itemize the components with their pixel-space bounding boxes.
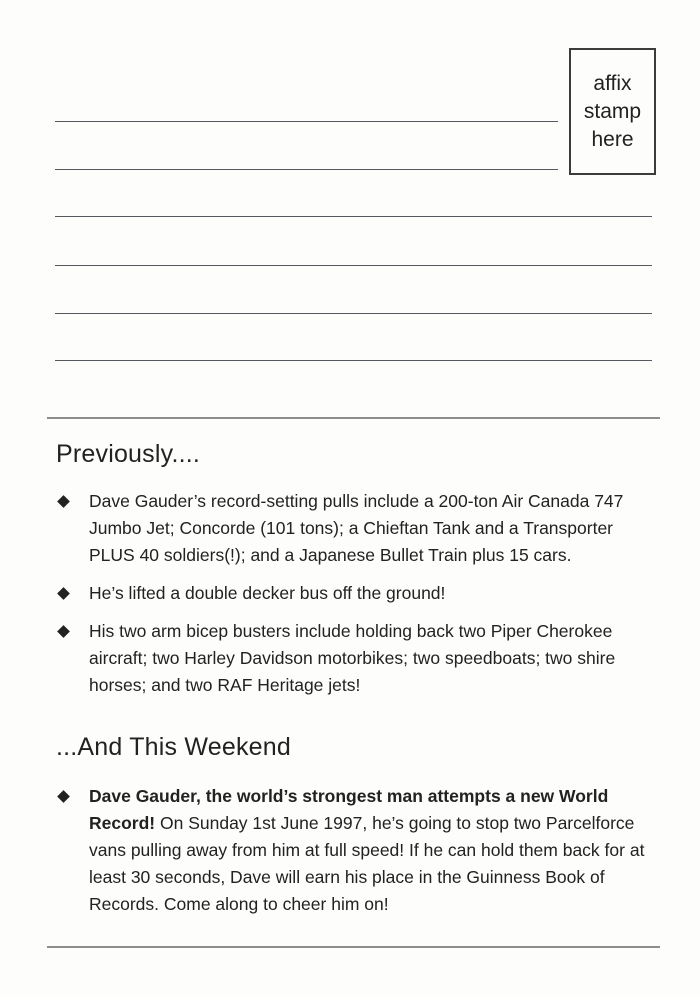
- weekend-item-text: On Sunday 1st June 1997, he’s going to stop two Parcelforce vans pulling away from him at full speed! If he can hold them back for at least 30 seconds, Dave will earn his place in the Guinness Book of Records. Come along to cheer him on!: [89, 813, 645, 914]
- weekend-item-bold-text: Dave Gauder, the world’s strongest man attempts a new World Record!: [89, 786, 609, 833]
- previously-list: [56, 488, 656, 699]
- stamp-text-line-2: stamp: [583, 99, 642, 123]
- diamond-bullet-icon: [57, 495, 70, 508]
- stamp-text-line-3: here: [591, 127, 634, 151]
- bottom-divider: [47, 946, 660, 948]
- previously-heading: Previously....: [56, 440, 201, 468]
- list-item: [56, 580, 656, 607]
- address-line-6: [55, 360, 652, 361]
- stamp-text-line-1: affix: [593, 71, 632, 95]
- address-line-5: [55, 313, 652, 314]
- diamond-bullet-icon: [57, 625, 70, 638]
- list-item: [56, 488, 656, 569]
- address-line-1: [55, 121, 558, 122]
- stamp-box: [569, 48, 656, 175]
- list-item: [56, 783, 656, 918]
- weekend-heading: ...And This Weekend: [56, 733, 291, 761]
- address-line-4: [55, 265, 652, 266]
- list-item-text: His two arm bicep busters include holding back two Piper Cherokee aircraft; two Harley Davidson motorbikes; two speedboats; two shire horses; and two RAF Heritage jets!: [89, 621, 616, 695]
- address-line-2: [55, 169, 558, 170]
- diamond-bullet-icon: [57, 587, 70, 600]
- diamond-bullet-icon: [57, 790, 70, 803]
- weekend-list: [56, 783, 656, 918]
- list-item-text: Dave Gauder’s record-setting pulls include a 200-ton Air Canada 747 Jumbo Jet; Concorde (101 tons); a Chieftan Tank and a Transporter PLUS 40 soldiers(!); and a Japanese Bullet Train plus 15 cars.: [89, 491, 624, 565]
- list-item: [56, 618, 656, 699]
- address-line-3: [55, 216, 652, 217]
- list-item-text: He’s lifted a double decker bus off the ground!: [89, 583, 446, 603]
- top-divider: [47, 417, 660, 419]
